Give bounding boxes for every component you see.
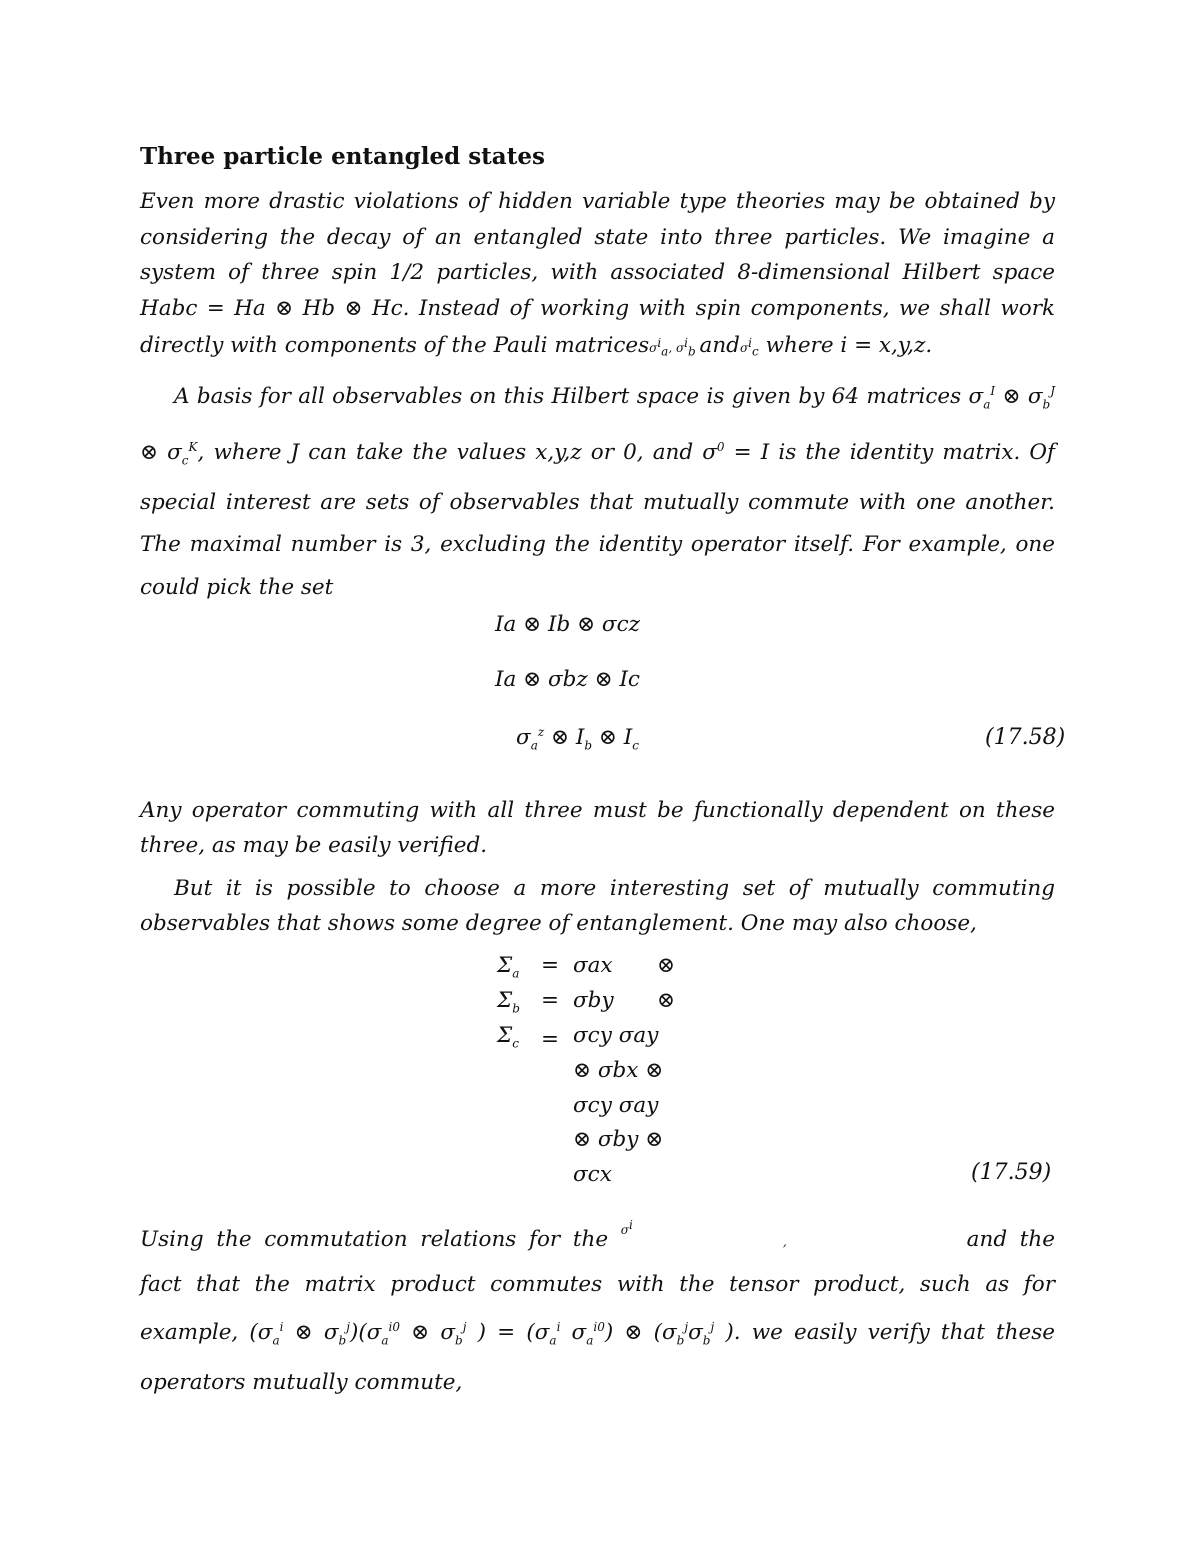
sigma-zero-superscript: 0 — [716, 439, 725, 454]
eq1759-row7: σcx — [573, 1162, 612, 1187]
equation-17-58-line2: Ia ⊗ σbz ⊗ Ic — [495, 667, 640, 692]
eq1759-row3: σcy σay — [573, 1023, 659, 1048]
paragraph-verification-a: Using the commutation relations for the — [140, 1227, 621, 1252]
paragraph-entanglement: But it is possible to choose a more interesting set of mutually commuting observables that shows some degree of entanglement. One may also choose, — [140, 876, 1055, 936]
paragraph-intro-text: Even more drastic violations of hidden variable type theories may be obtained by considering the decay of an entangled state into three particles. We imagine a system of three spin 1/2 particles, with associated 8-dimensional Hilbert space Habc = Ha ⊗ Hb ⊗ Hc. Instead of working with spin components, we shall work directly with components of the Pauli matrices — [140, 189, 1055, 358]
otimes-row1: ⊗ — [657, 953, 676, 978]
paragraph-basis-rest: , where J can take the values x,y,z or 0, and σ — [197, 440, 717, 466]
paragraph-verification-b: and the fact that the matrix product commutes with the tensor product, such as for example, — [140, 1227, 1055, 1346]
equation-17-58-line3: $\sigma_a^z$ ⊗ $I_b$ ⊗ $I_c$ — [516, 725, 639, 753]
eq1759-row6: ⊗ σby ⊗ — [573, 1127, 664, 1152]
equals-sign-c: = — [541, 1027, 560, 1052]
eq1759-row2: σby — [573, 988, 614, 1013]
sigma-i-superscript: σi — [620, 1218, 633, 1237]
paragraph-commuting: Any operator commuting with all three must be functionally dependent on these three, as may be easily verified. — [140, 798, 1055, 858]
comma-mark: , — [782, 1235, 787, 1249]
sigma-b-symbol: $\Sigma_b$ — [497, 988, 520, 1016]
equals-sign-b: = — [541, 988, 560, 1013]
pauli-sigma-a: $\sigma^i_a$, $\sigma^i_b$ — [649, 336, 696, 359]
paragraph-basis-intro: A basis for all observables on this Hilbert space is given by 64 matrices — [174, 384, 969, 410]
sigma-a-symbol: $\Sigma_a$ — [497, 953, 520, 981]
paragraph-intro-and: and — [699, 333, 740, 358]
paragraph-basis — [140, 370, 1055, 609]
matrix-product-expression: ($\sigma_a^i$ ⊗ $\sigma_b^j)(\sigma_a^{i0}$ ⊗ $\sigma_b^j$ ) = ($\sigma_a^i$ $\sigma_a^{i0}$) ⊗ ($\sigma_b^j\sigma_b^j$ ) — [249, 1320, 734, 1348]
equation-number-17-58: (17.58) — [985, 725, 1066, 750]
otimes-row2: ⊗ — [657, 988, 676, 1013]
pauli-sigma-c: $\sigma^i_c$ — [739, 336, 759, 359]
equation-17-58-line1: Ia ⊗ Ib ⊗ σcz — [495, 612, 640, 637]
section-heading: Three particle entangled states — [140, 143, 545, 170]
eq1759-row5: σcy σay — [573, 1093, 659, 1118]
sigma-c-symbol: $\Sigma_c$ — [497, 1023, 519, 1051]
basis-matrix-expression: $\sigma_a^I$ ⊗ $\sigma_b^J$ ⊗ $\sigma_c^K$ — [140, 384, 1056, 468]
paragraph-intro — [140, 184, 1055, 370]
paragraph-intro-tail: where i = x,y,z. — [758, 333, 933, 358]
eq1759-row4: ⊗ σbx ⊗ — [573, 1058, 664, 1083]
equals-sign-a: = — [541, 953, 560, 978]
equation-number-17-59: (17.59) — [971, 1160, 1052, 1185]
paragraph-verification-c: . we easily verify that these operators mutually commute, — [140, 1320, 1056, 1395]
paragraph-basis-rest2: = I is the identity matrix. Of special interest are sets of observables that mutually commute with one another. The maximal number is 3, excluding the identity operator itself. For example, one could pick the set — [140, 440, 1055, 600]
paragraph-verification — [140, 1204, 1055, 1404]
eq1759-row1: σax — [573, 953, 613, 978]
